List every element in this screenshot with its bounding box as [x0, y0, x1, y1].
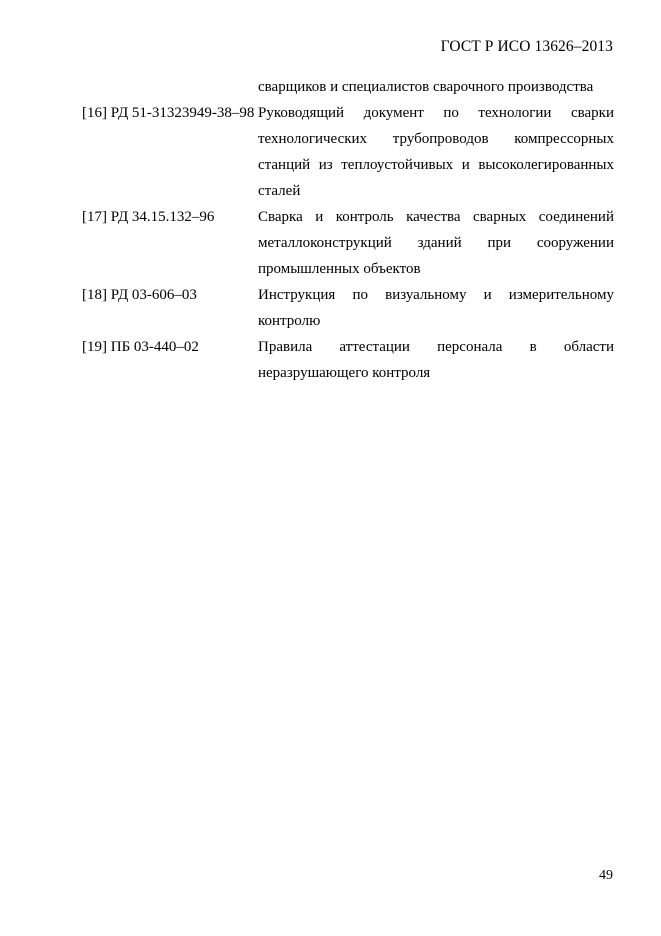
reference-number: [16] РД 51-31323949-38–98	[82, 105, 255, 121]
reference-number: [18] РД 03-606–03	[82, 287, 197, 303]
reference-description: Сварка и контроль качества сварных соединений металлоконструкций зданий при сооружении промышленных объектов	[258, 209, 614, 277]
reference-continuation: сварщиков и специалистов сварочного производства	[258, 79, 594, 95]
reference-description: Руководящий документ по технологии сварки технологических трубопроводов компрессорных станций из теплоустойчивых и высоколегированных сталей	[258, 105, 614, 199]
reference-number: [17] РД 34.15.132–96	[82, 209, 215, 225]
page-number: 49	[599, 868, 613, 883]
reference-description: Инструкция по визуальному и измерительному контролю	[258, 287, 614, 329]
reference-item-19	[82, 334, 614, 386]
reference-number: [19] ПБ 03-440–02	[82, 339, 199, 355]
reference-item-16	[82, 100, 614, 204]
document-code-header: ГОСТ Р ИСО 13626–2013	[440, 38, 613, 55]
reference-item-18	[82, 282, 614, 334]
references-list	[82, 74, 614, 386]
reference-item-17	[82, 204, 614, 282]
reference-description: Правила аттестации персонала в области неразрушающего контроля	[258, 339, 614, 381]
